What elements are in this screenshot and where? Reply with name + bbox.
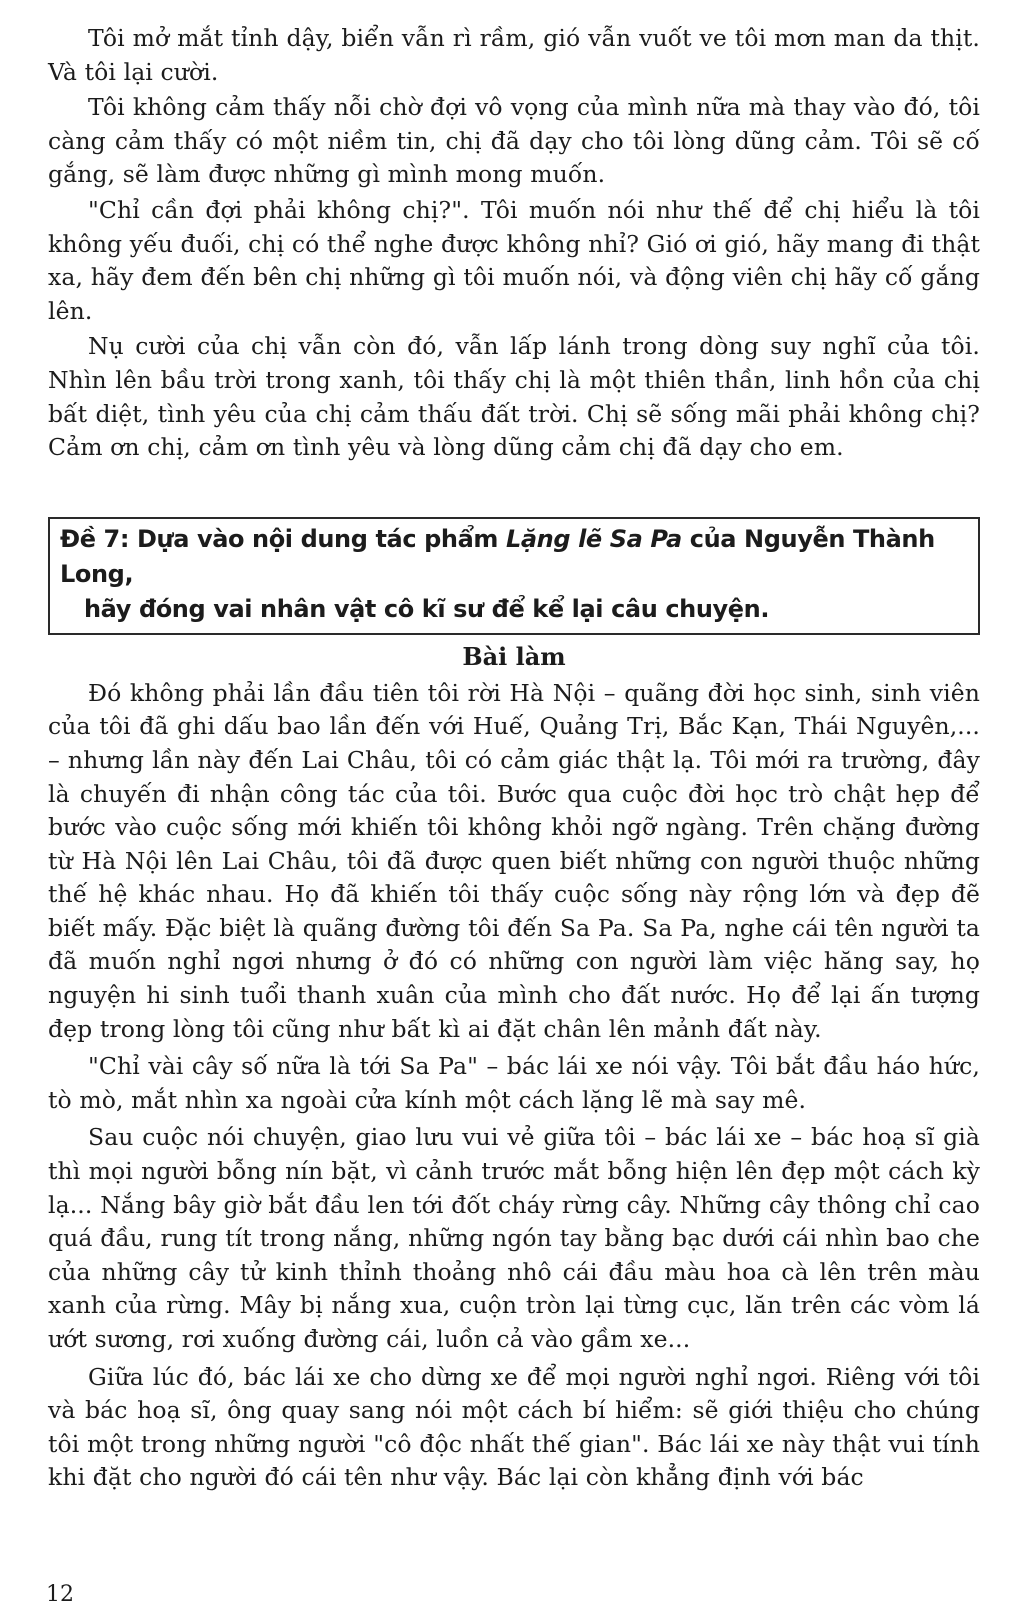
assignment-line-2: hãy đóng vai nhân vật cô kĩ sư để kể lại câu chuyện. xyxy=(84,594,770,623)
section-heading: Bài làm xyxy=(462,641,566,671)
assignment-prefix: Đề 7: Dựa vào nội dung tác phẩm xyxy=(60,524,506,553)
page-number: 12 xyxy=(46,1582,74,1607)
paragraph: Sau cuộc nói chuyện, giao lưu vui vẻ giữa tôi – bác lái xe – bác hoạ sĩ già thì mọi người bỗng nín bặt, vì cảnh trước mắt bỗng hiện lên đẹp một cách kỳ lạ... Nắng bây giờ bắt đầu len tới đốt cháy rừng cây. Những cây thông chỉ cao quá đầu, rung tít trong nắng, những ngón tay bằng bạc dưới cái nhìn bao che của những cây tử kinh thỉnh thoảng nhô cái đầu màu hoa cà lên trên màu xanh của rừng. Mây bị nắng xua, cuộn tròn lại từng cục, lăn trên các vòm lá ướt sương, rơi xuống đường cái, luồn cả vào gầm xe... xyxy=(48,1123,980,1353)
paragraph: Tôi không cảm thấy nỗi chờ đợi vô vọng của mình nữa mà thay vào đó, tôi càng cảm thấy có một niềm tin, chị đã dạy cho tôi lòng dũng cảm. Tôi sẽ cố gắng, sẽ làm được những gì mình mong muốn. xyxy=(48,93,980,189)
paragraph: Nụ cười của chị vẫn còn đó, vẫn lấp lánh trong dòng suy nghĩ của tôi. Nhìn lên bầu trời trong xanh, tôi thấy chị là một thiên thần, linh hồn của chị bất diệt, tình yêu của chị cảm thấu đất trời. Chị sẽ sống mãi phải không chị? Cảm ơn chị, cảm ơn tình yêu và lòng dũng cảm chị đã dạy cho em. xyxy=(48,332,980,462)
paragraph: Giữa lúc đó, bác lái xe cho dừng xe để mọi người nghỉ ngơi. Riêng với tôi và bác hoạ sĩ, ông quay sang nói một cách bí hiểm: sẽ giới thiệu cho chúng tôi một trong những người "cô độc nhất thế gian". Bác lái xe này thật vui tính khi đặt cho người đó cái tên như vậy. Bác lại còn khẳng định với bác xyxy=(48,1362,980,1492)
essay-body xyxy=(48,677,980,1495)
paragraph: Đó không phải lần đầu tiên tôi rời Hà Nội – quãng đời học sinh, sinh viên của tôi đã ghi dấu bao lần đến với Huế, Quảng Trị, Bắc Kạn, Thái Nguyên,... – nhưng lần này đến Lai Châu, tôi có cảm giác thật lạ. Tôi mới ra trường, đây là chuyến đi nhận công tác của tôi. Bước qua cuộc đời học trò chật hẹp để bước vào cuộc sống mới khiến tôi không khỏi ngỡ ngàng. Trên chặng đường từ Hà Nội lên Lai Châu, tôi đã được quen biết những con người thuộc những thế hệ khác nhau. Họ đã khiến tôi thấy cuộc sống này rộng lớn và đẹp đẽ biết mấy. Đặc biệt là quãng đường tôi đến Sa Pa. Sa Pa, nghe cái tên người ta đã muốn nghỉ ngơi nhưng ở đó có những con người làm việc hăng say, họ nguyện hi sinh tuổi thanh xuân của mình cho đất nước. Họ để lại ấn tượng đẹp trong lòng tôi cũng như bất kì ai đặt chân lên mảnh đất này. xyxy=(48,678,980,1043)
paragraph: "Chỉ vài cây số nữa là tới Sa Pa" – bác lái xe nói vậy. Tôi bắt đầu háo hức, tò mò, mắt nhìn xa ngoài cửa kính một cách lặng lẽ mà say mê. xyxy=(48,1052,980,1114)
assignment-prompt-box xyxy=(48,517,980,635)
paragraph: "Chỉ cần đợi phải không chị?". Tôi muốn nói như thế để chị hiểu là tôi không yếu đuối, chị có thể nghe được không nhỉ? Gió ơi gió, hãy mang đi thật xa, hãy đem đến bên chị những gì tôi muốn nói, và động viên chị hãy cố gắng lên. xyxy=(48,195,980,325)
paragraph: Tôi mở mắt tỉnh dậy, biển vẫn rì rầm, gió vẫn vuốt ve tôi mơn man da thịt. Và tôi lại cười. xyxy=(48,24,980,86)
work-title: Lặng lẽ Sa Pa xyxy=(505,524,682,553)
story-continuation xyxy=(48,22,980,465)
assignment-suffix: của Nguyễn Thành Long, xyxy=(60,524,935,588)
document-page xyxy=(48,22,980,1495)
